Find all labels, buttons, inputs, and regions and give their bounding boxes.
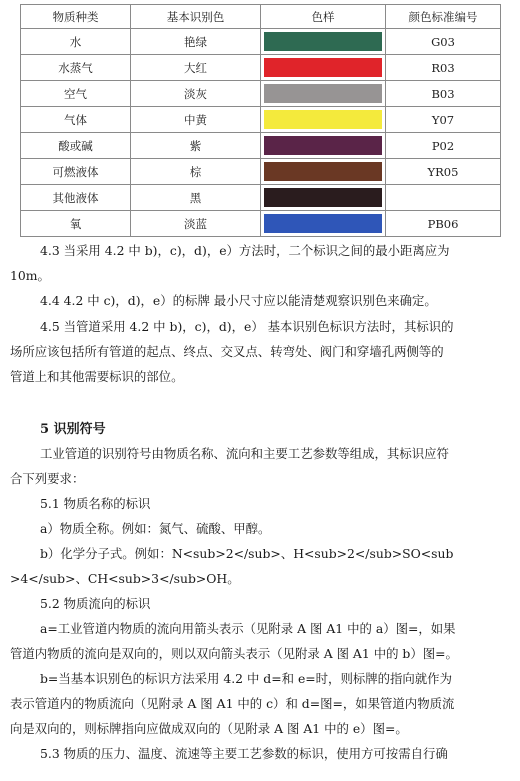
table-header-row: [21, 5, 501, 29]
color-swatch: [264, 58, 382, 77]
cell-swatch: [261, 107, 386, 133]
color-swatch: [264, 136, 382, 155]
cell-swatch: [261, 185, 386, 211]
cell-code: P02: [386, 133, 501, 159]
table-row: [21, 29, 501, 55]
color-swatch: [264, 110, 382, 129]
cell-swatch: [261, 55, 386, 81]
header-swatch: 色样: [261, 5, 386, 29]
para-line: 4.3 当采用 4.2 中 b)，c)，d)，e）方法时，二个标识之间的最小距离应为: [40, 243, 450, 258]
cell-code: PB06: [386, 211, 501, 237]
para-4-3: [10, 238, 510, 288]
subsection-5-2: 5.2 物质流向的标识: [40, 596, 151, 611]
cell-color-name: 中黄: [131, 107, 261, 133]
cell-substance: 气体: [21, 107, 131, 133]
subsection-5-3: 5.3 物质的压力、温度、流速等主要工艺参数的标识，使用方可按需自行确: [40, 746, 448, 761]
color-swatch: [264, 162, 382, 181]
color-swatch: [264, 32, 382, 51]
section-5-heading: 5 识别符号: [40, 422, 106, 437]
table-row: [21, 55, 501, 81]
cell-code: [386, 185, 501, 211]
cell-swatch: [261, 81, 386, 107]
cell-substance: 水蒸气: [21, 55, 131, 81]
color-swatch: [264, 84, 382, 103]
para-line: a）物质全称。例如：氮气、硫酸、甲醇。: [40, 521, 271, 536]
cell-color-name: 淡灰: [131, 81, 261, 107]
table-row: [21, 133, 501, 159]
subsection-5-1: 5.1 物质名称的标识: [40, 496, 151, 511]
cell-substance: 氧: [21, 211, 131, 237]
header-color-name: 基本识别色: [131, 5, 261, 29]
para-line: 4.5 当管道采用 4.2 中 b)，c)，d)，e） 基本识别色标识方法时，其标识的: [40, 319, 454, 334]
table-row: [21, 107, 501, 133]
color-swatch: [264, 214, 382, 233]
color-swatch: [264, 188, 382, 207]
cell-substance: 酸或碱: [21, 133, 131, 159]
cell-swatch: [261, 211, 386, 237]
cell-color-name: 大红: [131, 55, 261, 81]
para-5-intro: [10, 441, 510, 766]
cell-substance: 水: [21, 29, 131, 55]
para-line: a=工业管道内物质的流向用箭头表示（见附录 A 图 A1 中的 a）图=，如果: [40, 621, 456, 636]
para-line: 管道上和其他需要标识的部位。: [10, 369, 184, 384]
cell-code: YR05: [386, 159, 501, 185]
cell-substance: 空气: [21, 81, 131, 107]
cell-swatch: [261, 133, 386, 159]
table-row: [21, 159, 501, 185]
para-line: 场所应该包括所有管道的起点、终点、交叉点、转弯处、阀门和穿墙孔两侧等的: [10, 344, 444, 359]
cell-code: Y07: [386, 107, 501, 133]
cell-code: B03: [386, 81, 501, 107]
cell-color-name: 黑: [131, 185, 261, 211]
para-line: 工业管道的识别符号由物质名称、流向和主要工艺参数等组成，其标识应符: [40, 446, 449, 461]
cell-color-name: 棕: [131, 159, 261, 185]
para-line: 管道内物质的流向是双向的，则以双向箭头表示（见附录 A 图 A1 中的 b）图=。: [10, 646, 458, 661]
para-line: 表示管道内的物质流向（见附录 A 图 A1 中的 c）和 d=图=，如果管道内物质流: [10, 696, 455, 711]
para-4-4: [10, 288, 510, 313]
cell-swatch: [261, 159, 386, 185]
cell-color-name: 紫: [131, 133, 261, 159]
para-line: b）化学分子式。例如：N<sub>2</sub>、H<sub>2</sub>SO<sub: [40, 546, 454, 561]
table-row: [21, 185, 501, 211]
table-row: [21, 211, 501, 237]
header-substance: 物质种类: [21, 5, 131, 29]
para-line: 10m。: [10, 268, 50, 283]
cell-code: G03: [386, 29, 501, 55]
para-line: 4.4 4.2 中 c)，d)，e）的标牌 最小尺寸应以能清楚观察识别色来确定。: [40, 293, 437, 308]
cell-code: R03: [386, 55, 501, 81]
para-line: 向是双向的，则标牌指向应做成双向的（见附录 A 图 A1 中的 e）图=。: [10, 721, 408, 736]
para-line: 合下列要求：: [10, 471, 85, 486]
cell-substance: 可燃液体: [21, 159, 131, 185]
para-4-5: [10, 314, 510, 389]
header-code: 颜色标准编号: [386, 5, 501, 29]
table-row: [21, 81, 501, 107]
para-line: b=当基本识别色的标识方法采用 4.2 中 d=和 e=时，则标牌的指向就作为: [40, 671, 452, 686]
cell-swatch: [261, 29, 386, 55]
cell-substance: 其他液体: [21, 185, 131, 211]
para-line: >4</sub>、CH<sub>3</sub>OH。: [10, 571, 240, 586]
color-standard-table: [20, 4, 501, 237]
cell-color-name: 艳绿: [131, 29, 261, 55]
cell-color-name: 淡蓝: [131, 211, 261, 237]
